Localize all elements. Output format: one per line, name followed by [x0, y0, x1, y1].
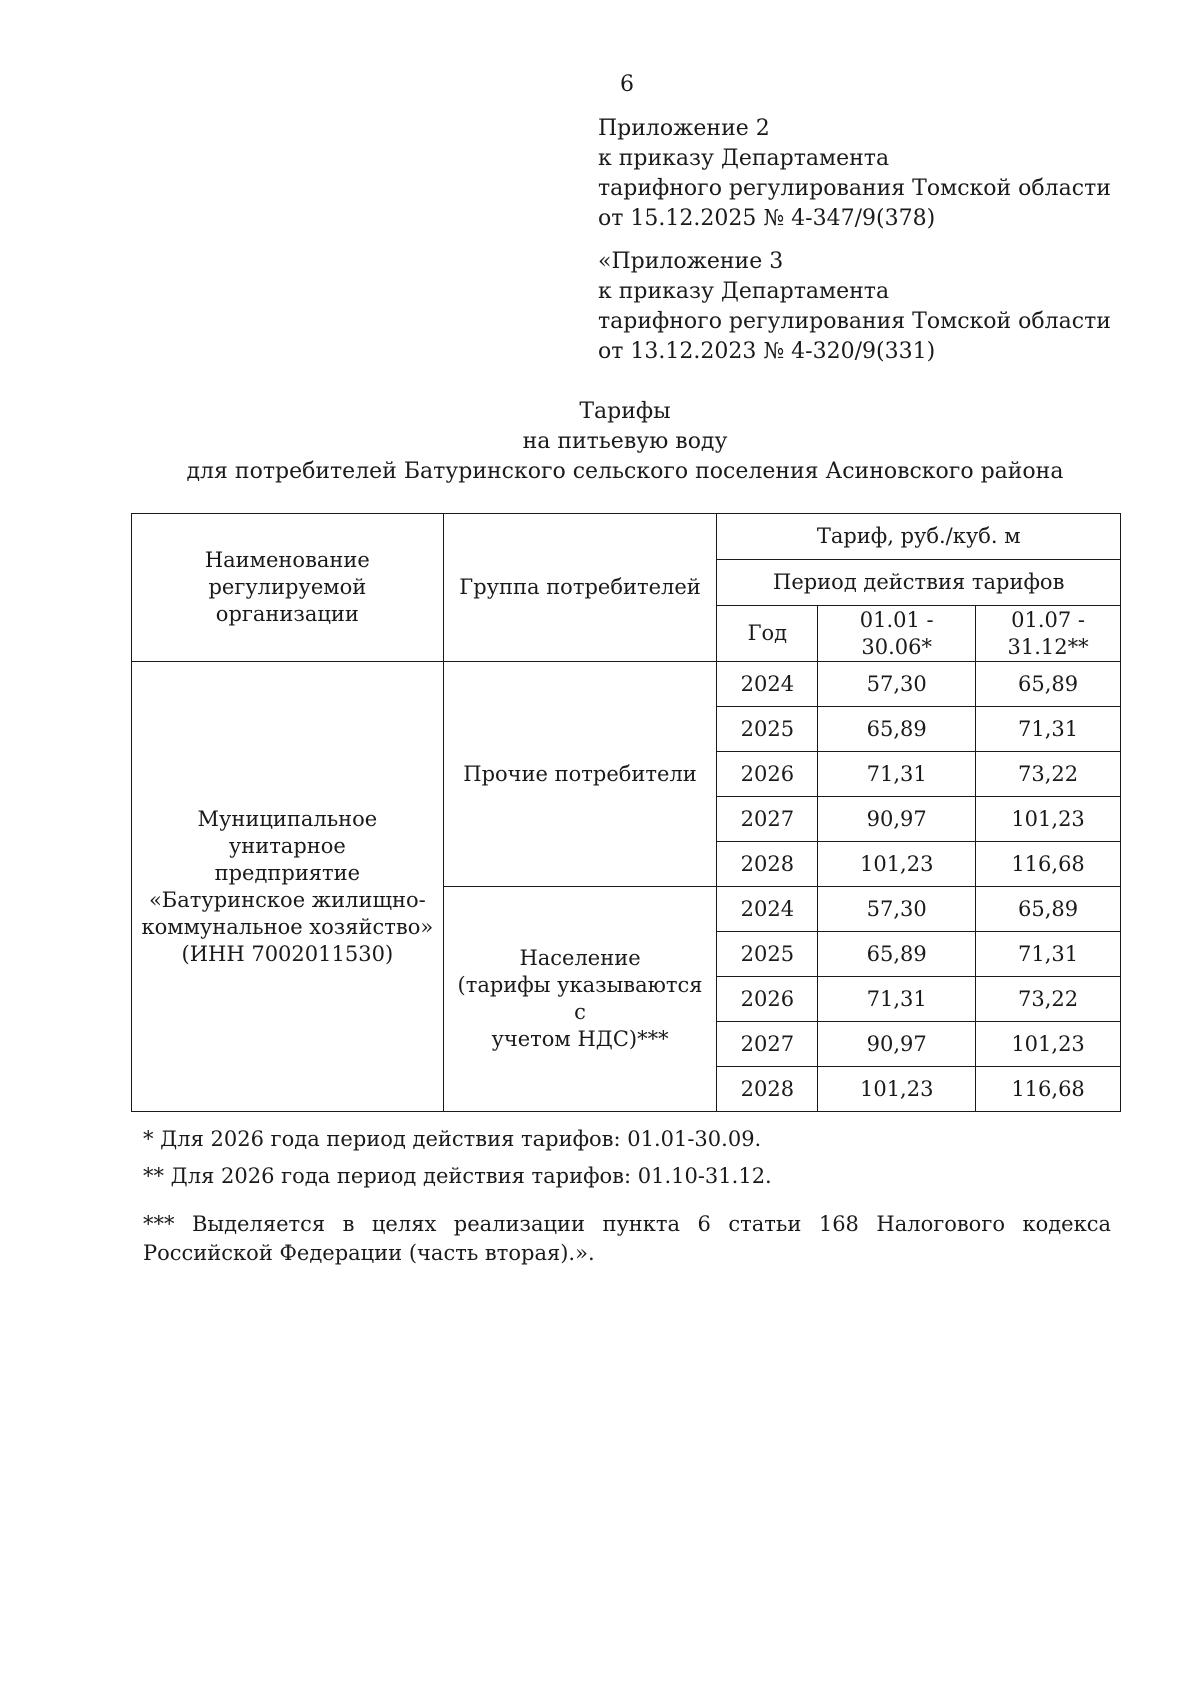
header-period-2	[976, 606, 1121, 662]
tariff-period-1-cell: 57,30	[818, 662, 976, 707]
year-cell: 2027	[717, 1022, 818, 1067]
appendix-line: к приказу Департамента	[598, 146, 890, 171]
appendix-line: Приложение 2	[598, 116, 770, 141]
appendix-line: от 13.12.2023 № 4-320/9(331)	[598, 339, 936, 364]
header-period: Период действия тарифов	[717, 560, 1121, 606]
year-cell: 2026	[717, 752, 818, 797]
year-cell: 2028	[717, 842, 818, 887]
title-line: на питьевую воду	[522, 429, 728, 454]
header-group: Группа потребителей	[443, 514, 717, 662]
appendix-header-current	[598, 114, 1118, 234]
footnote-3: *** Выделяется в целях реализации пункта 6 статьи 168 Налогового кодекса Российской Федерации (часть вторая).».	[143, 1212, 1111, 1265]
consumer-group-cell	[443, 887, 717, 1112]
appendix-line: «Приложение 3	[598, 249, 784, 274]
title-line: Тарифы	[579, 399, 671, 424]
year-cell: 2026	[717, 977, 818, 1022]
header-text: Наименование	[204, 548, 370, 572]
header-row	[132, 514, 1121, 560]
header-year: Год	[717, 606, 818, 662]
tariff-period-2-cell: 65,89	[976, 662, 1121, 707]
appendix-header-original	[598, 247, 1118, 367]
year-cell: 2028	[717, 1067, 818, 1112]
organization-line: (ИНН 7002011530)	[181, 941, 394, 966]
appendix-line: от 15.12.2025 № 4-347/9(378)	[598, 206, 936, 231]
page-number: 6	[620, 72, 634, 97]
footnote-1: * Для 2026 года период действия тарифов: 01.01-30.09.	[143, 1127, 762, 1151]
tariff-period-1-cell: 101,23	[818, 842, 976, 887]
header-text: 30.06*	[861, 634, 933, 659]
year-cell: 2027	[717, 797, 818, 842]
table-row	[132, 662, 1121, 707]
year-cell: 2025	[717, 707, 818, 752]
header-text: регулируемой организации	[208, 575, 367, 626]
year-cell: 2024	[717, 887, 818, 932]
tariff-period-1-cell: 57,30	[818, 887, 976, 932]
header-organization	[132, 514, 444, 662]
tariff-period-2-cell: 65,89	[976, 887, 1121, 932]
header-text: 31.12**	[1007, 634, 1089, 659]
consumer-group-cell	[443, 662, 717, 887]
appendix-line: тарифного регулирования Томской области	[598, 309, 1111, 334]
organization-line: «Батуринское жилищно-	[148, 887, 426, 912]
tariff-period-1-cell: 90,97	[818, 1022, 976, 1067]
appendix-line: тарифного регулирования Томской области	[598, 176, 1111, 201]
tariff-period-1-cell: 65,89	[818, 932, 976, 977]
organization-cell	[132, 662, 444, 1112]
tariff-period-2-cell: 73,22	[976, 752, 1121, 797]
consumer-group-line: Прочие потребители	[463, 761, 697, 786]
tariff-period-2-cell: 71,31	[976, 707, 1121, 752]
year-cell: 2024	[717, 662, 818, 707]
year-cell: 2025	[717, 932, 818, 977]
tariff-period-2-cell: 101,23	[976, 1022, 1121, 1067]
header-text: 01.01 -	[859, 607, 934, 632]
tariff-period-2-cell: 101,23	[976, 797, 1121, 842]
appendix-line: к приказу Департамента	[598, 279, 890, 304]
consumer-group-line: Население	[519, 946, 641, 970]
header-tariff: Тариф, руб./куб. м	[717, 514, 1121, 560]
header-period-1	[818, 606, 976, 662]
consumer-group-line: (тарифы указываются с	[457, 973, 703, 1024]
organization-line: коммунальное хозяйство»	[141, 914, 434, 939]
tariff-period-1-cell: 90,97	[818, 797, 976, 842]
tariff-table	[131, 513, 1121, 1112]
title-line: для потребителей Батуринского сельского поселения Асиновского района	[186, 459, 1064, 484]
tariff-period-1-cell: 101,23	[818, 1067, 976, 1112]
tariff-period-2-cell: 73,22	[976, 977, 1121, 1022]
tariff-period-1-cell: 71,31	[818, 752, 976, 797]
tariff-period-1-cell: 65,89	[818, 707, 976, 752]
tariff-period-2-cell: 116,68	[976, 842, 1121, 887]
footnote-2: ** Для 2026 года период действия тарифов: 01.10-31.12.	[143, 1164, 772, 1188]
document-title	[0, 397, 1200, 487]
tariff-period-2-cell: 71,31	[976, 932, 1121, 977]
organization-line: предприятие	[214, 860, 361, 885]
tariff-period-2-cell: 116,68	[976, 1067, 1121, 1112]
tariff-period-1-cell: 71,31	[818, 977, 976, 1022]
header-text: 01.07 -	[1011, 607, 1085, 632]
consumer-group-line: учетом НДС)***	[491, 1027, 669, 1051]
organization-line: Муниципальное унитарное	[197, 806, 378, 858]
